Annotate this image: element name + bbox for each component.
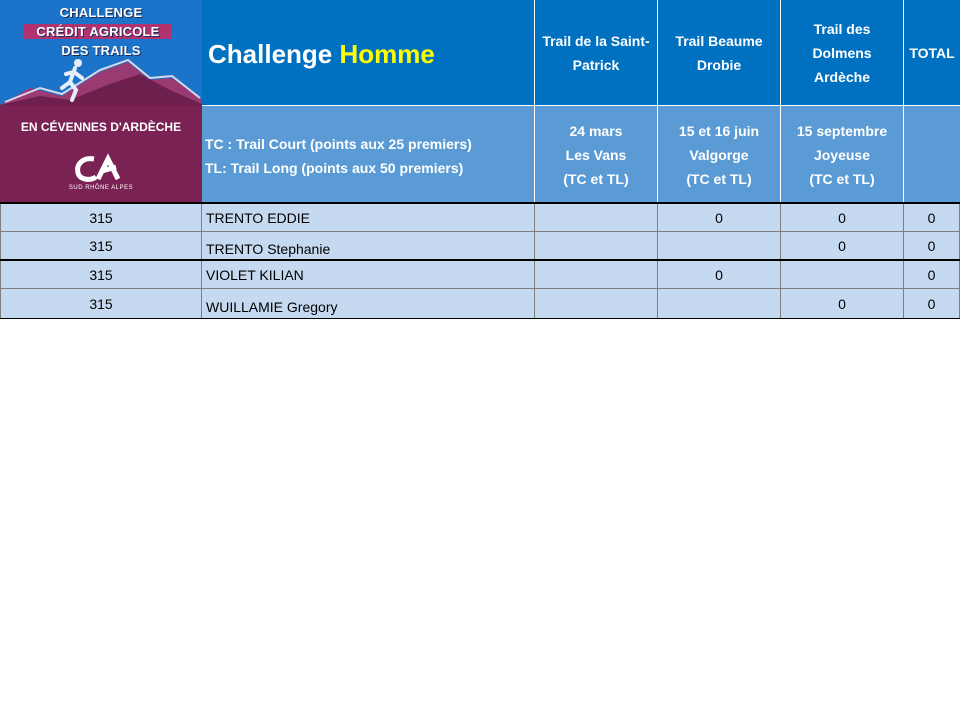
table-row[interactable] (0, 289, 960, 319)
column-header-line: Drobie (696, 56, 742, 73)
column-header-saint-patrick (535, 0, 658, 105)
runner-name-cell: TRENTO EDDIE (202, 204, 535, 232)
score-dolmens (781, 261, 904, 289)
logo-line-challenge: CHALLENGE (59, 5, 143, 20)
event-date: 15 et 16 juin (678, 122, 760, 139)
score-saint-patrick (535, 289, 658, 319)
legend-line-tc: TC : Trail Court (points aux 25 premiers) (205, 136, 472, 152)
score-dolmens: 0 (781, 289, 904, 319)
event-date: 15 septembre (796, 122, 888, 139)
score-saint-patrick (535, 204, 658, 232)
score-total: 0 (904, 289, 960, 319)
score-beaume-drobie: 0 (658, 261, 781, 289)
event-type: (TC et TL) (686, 170, 752, 187)
logo-line-cevennes: EN CÉVENNES D'ARDÈCHE (20, 120, 182, 134)
score-beaume-drobie (658, 289, 781, 319)
column-header-line: Dolmens (812, 44, 872, 61)
event-info-beaume-drobie (658, 105, 781, 203)
table-row[interactable] (0, 261, 960, 289)
event-info-saint-patrick (535, 105, 658, 203)
score-beaume-drobie (658, 232, 781, 260)
title-prefix: Challenge (208, 39, 333, 69)
logo-line-sud-rhone-alpes: SUD RHÔNE ALPES (68, 185, 134, 191)
column-header-line: Trail des (813, 20, 871, 37)
title-accent: Homme (339, 39, 435, 69)
runner-name-cell: WUILLAMIE Gregory (202, 289, 535, 319)
column-header-line: Ardèche (813, 68, 871, 85)
runner-name-cell: VIOLET KILIAN (202, 261, 535, 289)
score-dolmens: 0 (781, 204, 904, 232)
event-place: Valgorge (689, 146, 749, 163)
column-header-total (904, 0, 960, 105)
runner-icon (58, 58, 88, 102)
table-row[interactable] (0, 232, 960, 260)
column-header-line: Trail de la Saint- (542, 32, 650, 49)
table-row[interactable] (0, 204, 960, 232)
runner-name-cell: TRENTO Stephanie (202, 232, 535, 260)
rank-cell: 315 (0, 261, 202, 289)
score-total: 0 (904, 204, 960, 232)
score-saint-patrick (535, 232, 658, 260)
score-dolmens: 0 (781, 232, 904, 260)
score-total: 0 (904, 261, 960, 289)
score-beaume-drobie: 0 (658, 204, 781, 232)
score-saint-patrick (535, 261, 658, 289)
column-header-line: Trail Beaume (675, 32, 763, 49)
credit-agricole-logo (72, 153, 128, 183)
event-place: Les Vans (565, 146, 627, 163)
event-type: (TC et TL) (563, 170, 629, 187)
column-header-dolmens (781, 0, 904, 105)
column-header-line: Patrick (572, 56, 620, 73)
event-info-dolmens (781, 105, 904, 203)
rank-cell: 315 (0, 289, 202, 319)
event-type: (TC et TL) (809, 170, 875, 187)
total-label: TOTAL (909, 44, 955, 61)
table-bottom-border (0, 318, 960, 319)
score-total: 0 (904, 232, 960, 260)
logo-top-panel (0, 0, 202, 105)
legend-line-tl: TL: Trail Long (points aux 50 premiers) (205, 160, 464, 176)
challenge-logo (0, 0, 202, 203)
legend (205, 132, 472, 180)
rank-cell: 315 (0, 204, 202, 232)
logo-bottom-panel (0, 105, 202, 203)
mountain-icon (0, 0, 202, 105)
event-date: 24 mars (569, 122, 623, 139)
page-title (208, 39, 435, 70)
column-header-beaume-drobie (658, 0, 781, 105)
event-place: Joyeuse (813, 146, 871, 163)
total-info-cell (904, 105, 960, 203)
rank-cell: 315 (0, 232, 202, 260)
logo-line-credit-agricole: CRÉDIT AGRICOLE (24, 24, 172, 39)
logo-line-des-trails: DES TRAILS (61, 43, 141, 58)
